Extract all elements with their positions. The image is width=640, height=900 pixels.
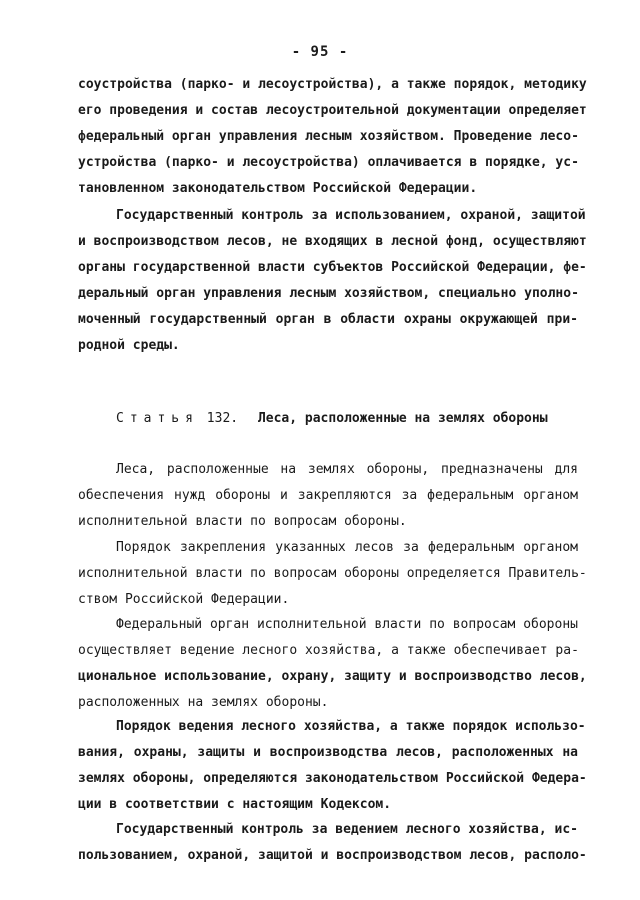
paragraph-5 — [78, 612, 587, 716]
text-line: Леса, расположенные на землях обороны, предназначены для — [116, 462, 578, 477]
text-line: вания, охраны, защиты и воспроизводства лесов, расположенных на — [78, 745, 578, 760]
page-number: - 95 - — [291, 44, 349, 60]
text-line: исполнительной власти по вопросам обороны. — [78, 514, 407, 529]
text-line: ством Российской Федерации. — [78, 592, 290, 607]
text-line: моченный государственный орган в области охраны окружающей при- — [78, 312, 578, 327]
text-line: соустройства (парко- и лесоустройства), а также порядок, методику — [78, 77, 587, 92]
text-line: федеральный орган управления лесным хозяйством. Проведение лесо- — [78, 129, 579, 144]
text-line: пользованием, охраной, защитой и воспроизводством лесов, располо- — [78, 848, 587, 863]
text-line: Порядок закрепления указанных лесов за федеральным органом — [116, 540, 578, 555]
text-line: Государственный контроль за использованием, охраной, защитой — [116, 208, 586, 223]
text-line: расположенных на землях обороны. — [78, 695, 329, 710]
text-line: Порядок ведения лесного хозяйства, а также порядок использо- — [116, 719, 586, 734]
text-line: родной среды. — [78, 338, 180, 353]
article-label: Статья — [116, 411, 199, 426]
text-line: устройства (парко- и лесоустройства) оплачивается в порядке, ус- — [78, 155, 579, 170]
text-line: ции в соответствии с настоящим Кодексом. — [78, 797, 392, 812]
article-title: Леса, расположенные на землях обороны — [257, 411, 548, 426]
paragraph-4 — [78, 535, 587, 613]
text-line: Федеральный орган исполнительной власти по вопросам обороны — [116, 617, 578, 632]
text-line: тановленном законодательством Российской Федерации. — [78, 181, 478, 196]
paragraph-1 — [78, 72, 587, 202]
paragraph-7 — [78, 817, 587, 869]
text-line: Государственный контроль за ведением лесного хозяйства, ис- — [116, 822, 578, 837]
paragraph-3 — [78, 457, 578, 535]
article-number: 132. — [206, 411, 239, 426]
paragraph-2 — [78, 203, 587, 359]
text-line: и воспроизводством лесов, не входящих в лесной фонд, осуществляют — [78, 234, 587, 249]
article-heading — [116, 409, 548, 429]
text-line: землях обороны, определяются законодательством Российской Федера- — [78, 771, 587, 786]
text-line: обеспечения нужд обороны и закрепляются за федеральным органом — [78, 488, 578, 503]
text-line: его проведения и состав лесоустроительной документации определяет — [78, 103, 587, 118]
text-line: органы государственной власти субъектов Российской Федерации, фе- — [78, 260, 587, 275]
text-line: осуществляет ведение лесного хозяйства, а также обеспечивает ра- — [78, 643, 579, 658]
paragraph-6 — [78, 714, 587, 818]
text-line: циональное использование, охрану, защиту и воспроизводство лесов, — [78, 669, 587, 684]
text-line: деральный орган управления лесным хозяйством, специально уполно- — [78, 286, 579, 301]
text-line: исполнительной власти по вопросам обороны определяется Правитель- — [78, 566, 587, 581]
